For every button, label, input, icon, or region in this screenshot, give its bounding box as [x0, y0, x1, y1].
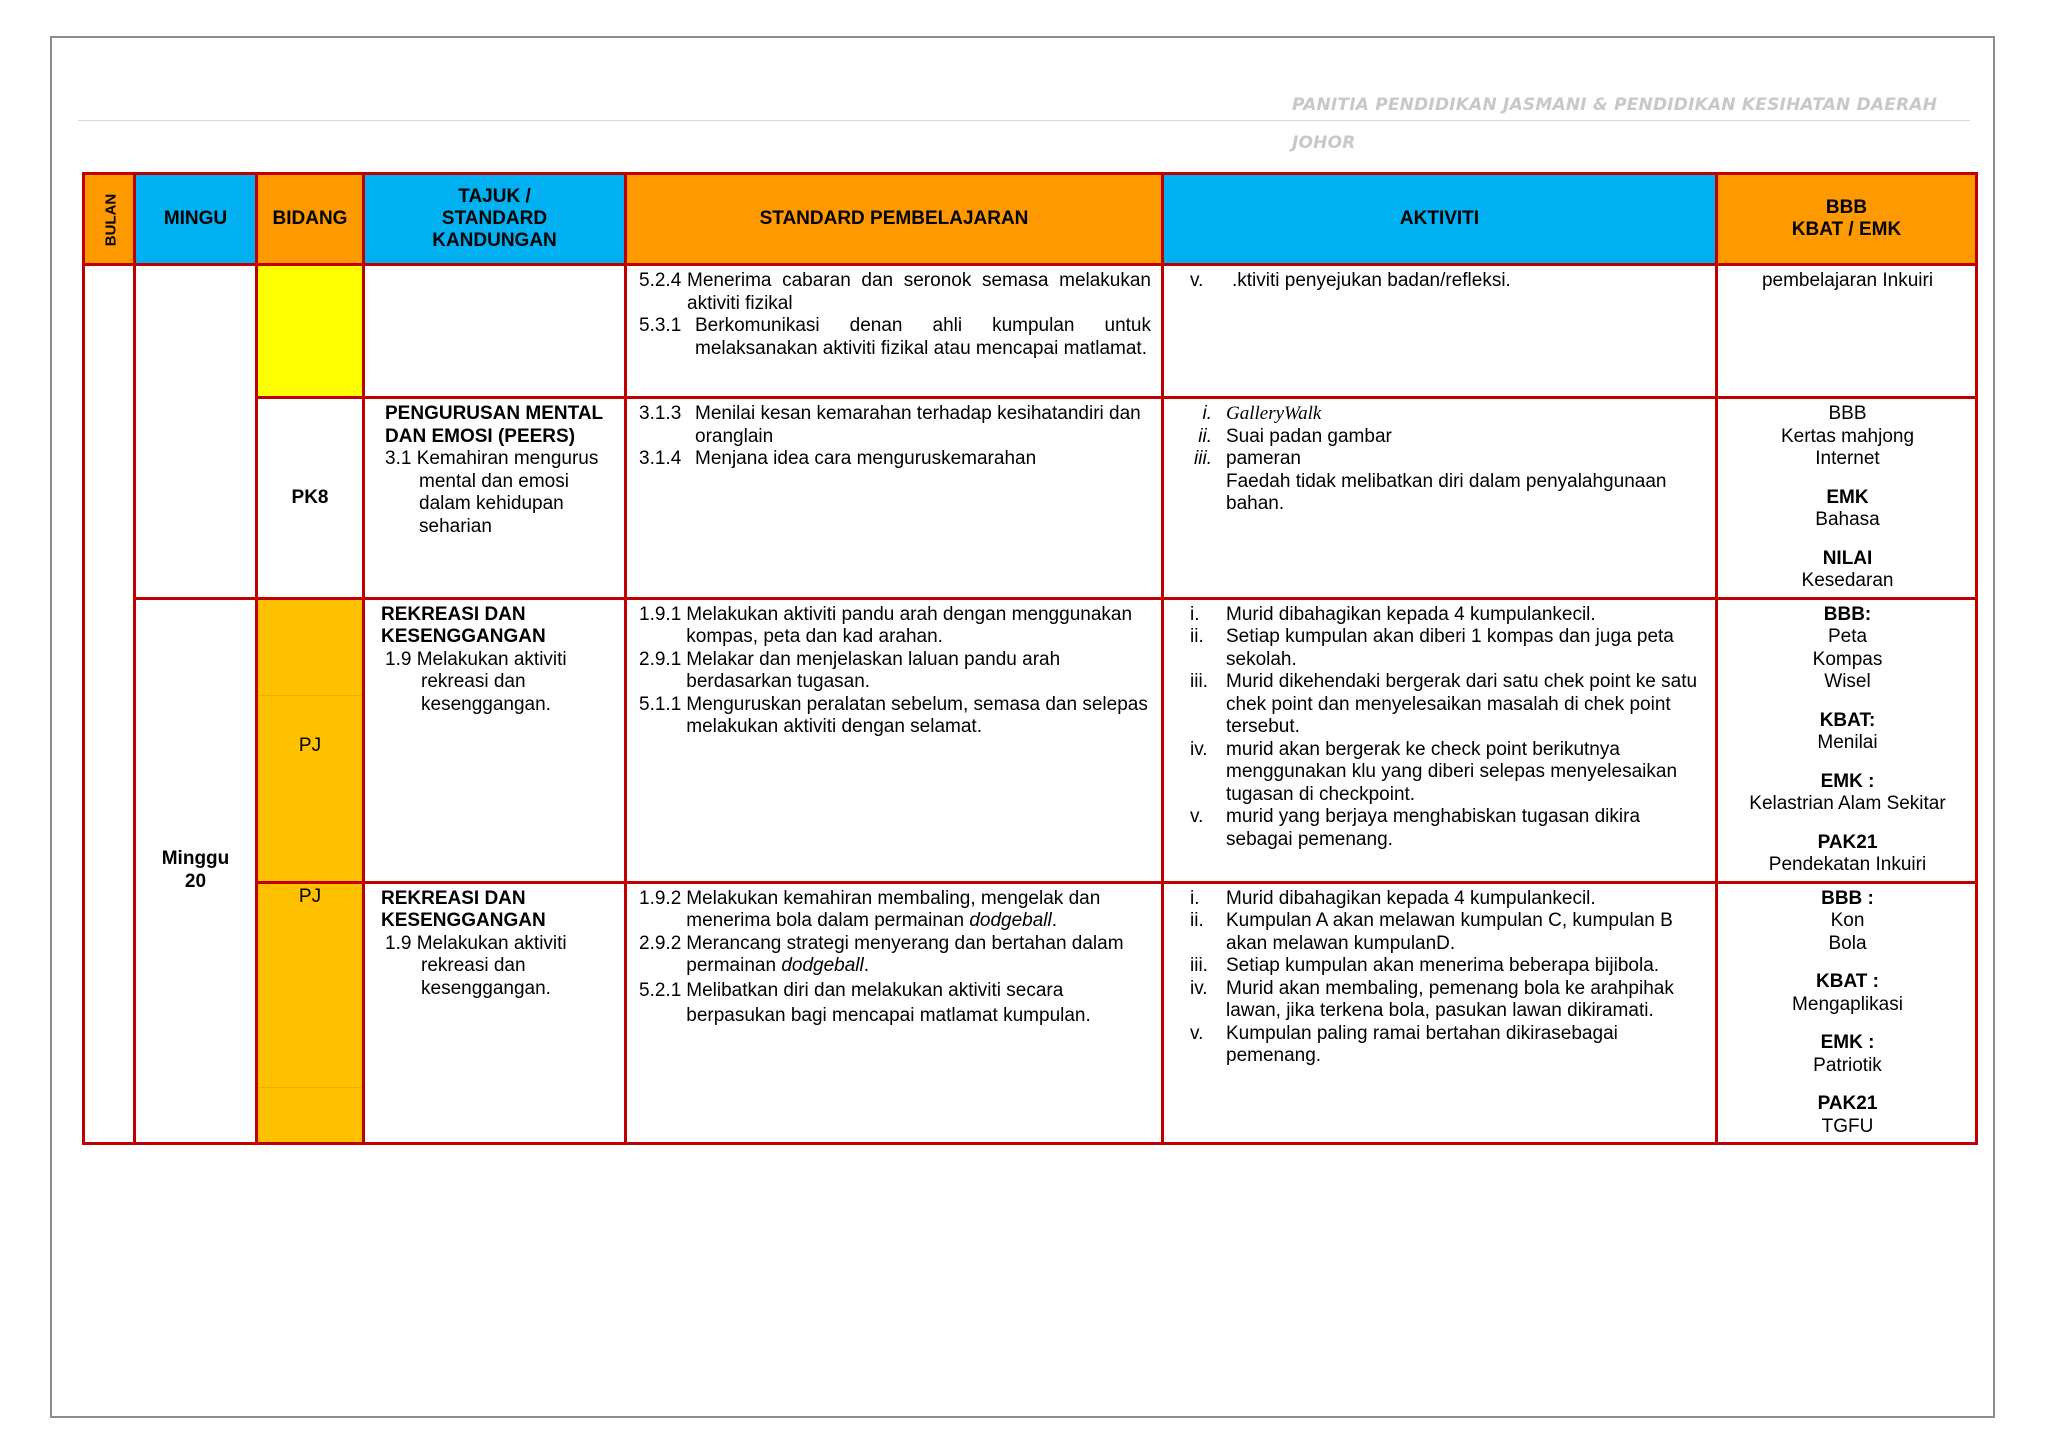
pak21-heading: PAK21	[1817, 1093, 1878, 1114]
tajuk-sub: 1.9 Melakukan aktiviti rekreasi dan kesenggangan.	[385, 648, 567, 715]
bidang-cell-yellow	[257, 265, 364, 398]
emk-value: Kelastrian Alam Sekitar	[1749, 793, 1946, 814]
aktiviti-item: i. Murid dibahagikan kepada 4 kumpulankecil.	[1190, 887, 1596, 909]
tajuk-title: REKREASI DAN KESENGGANGAN	[381, 603, 546, 647]
emk-heading: EMK :	[1820, 1032, 1875, 1053]
bbb-label-2: KBAT / EMK	[1791, 219, 1902, 240]
aktiviti-item: ii. Setiap kumpulan akan diberi 1 kompas dan juga peta sekolah.	[1190, 626, 1674, 670]
pak21-value: Pendekatan Inkuiri	[1768, 854, 1927, 875]
kbat-heading: KBAT :	[1816, 971, 1879, 992]
table-row	[84, 265, 1977, 398]
bbb-heading: BBB :	[1821, 887, 1874, 909]
table-row	[84, 882, 1977, 1144]
pak21-value: TGFU	[1821, 1115, 1874, 1137]
aktiviti-item: iii. Murid dikehendaki bergerak dari satu chek point ke satu chek point dan menyelesaikan masalah di chek point tersebut.	[1190, 671, 1698, 737]
table-header-row	[84, 174, 1977, 265]
bulan-label: BULAN	[102, 193, 120, 246]
aktiviti-item: v. Kumpulan paling ramai bertahan dikirasebagai pemenang.	[1190, 1022, 1618, 1066]
emk-heading: EMK	[1826, 486, 1869, 508]
standard-cell	[626, 398, 1163, 599]
aktiviti-item: ii. Suai padan gambar	[1198, 425, 1392, 447]
aktiviti-item: v. murid yang berjaya menghabiskan tugasan dikira sebagai pemenang.	[1190, 806, 1641, 850]
bbb-value: Internet	[1815, 448, 1880, 469]
lesson-plan-table	[82, 172, 1978, 1145]
aktiviti-item: iv. murid akan bergerak ke check point berikutnya menggunakan klu yang diberi selepas menyelesaikan tugasan di checkpoint.	[1190, 738, 1678, 805]
tajuk-cell	[364, 882, 626, 1144]
emk-value: Bahasa	[1815, 509, 1880, 530]
table-row	[84, 598, 1977, 882]
standard-item: 5.2.1 Melibatkan diri dan melakukan aktiviti secara berpasukan bagi mencapai matlamat kumpulan.	[639, 979, 1091, 1026]
standard-item: 1.9.2 Melakukan kemahiran membaling, mengelak dan menerima bola dalam permainan dodgeball.	[639, 887, 1101, 931]
tajuk-cell-empty	[364, 265, 626, 398]
bbb-value: Wisel	[1824, 671, 1871, 692]
col-header-bulan	[84, 174, 135, 265]
bidang-cell-pj	[257, 882, 364, 1144]
aktiviti-item: i. Murid dibahagikan kepada 4 kumpulankecil.	[1190, 603, 1596, 625]
nilai-value: Kesedaran	[1801, 570, 1894, 591]
kbat-value: Mengaplikasi	[1792, 993, 1903, 1015]
bulan-cell	[84, 265, 135, 1144]
emk-heading: EMK :	[1820, 770, 1875, 792]
aktiviti-item: iii. Setiap kumpulan akan menerima beberapa bijibola.	[1190, 955, 1660, 976]
col-header-mingu: MINGU	[135, 174, 257, 265]
tajuk-cell	[364, 598, 626, 882]
tajuk-title: REKREASI DAN KESENGGANGAN	[381, 887, 546, 931]
kbat-heading: KBAT:	[1819, 709, 1876, 731]
tajuk-sub: 1.9 Melakukan aktiviti rekreasi dan kesenggangan.	[385, 932, 567, 999]
mingu-cell-empty	[135, 265, 257, 599]
emk-value: Patriotik	[1813, 1054, 1882, 1076]
standard-cell	[626, 598, 1163, 882]
col-header-bbb	[1717, 174, 1977, 265]
col-header-aktiviti: AKTIVITI	[1163, 174, 1717, 265]
bbb-heading: BBB:	[1823, 603, 1872, 625]
bidang-cell-pj	[257, 598, 364, 882]
header-line-1: PANITIA PENDIDIKAN JASMANI & PENDIDIKAN KESIHATAN DAERAH JOHOR	[1292, 95, 1938, 153]
bbb-label-1: BBB	[1825, 197, 1868, 218]
bbb-value: Kon	[1830, 910, 1865, 931]
standard-item: 3.1.3 Menilai kesan kemarahan terhadap kesihatandiri dan oranglain	[639, 403, 1141, 447]
bbb-cell	[1717, 398, 1977, 599]
bbb-value: Kompas	[1812, 648, 1883, 670]
tajuk-label: TAJUK / STANDARD KANDUNGAN	[432, 186, 557, 251]
bbb-value: Kertas mahjong	[1780, 425, 1915, 447]
mingu-cell	[135, 598, 257, 1144]
standard-cell	[626, 265, 1163, 398]
pak21-heading: PAK21	[1817, 831, 1878, 853]
aktiviti-item: i. GalleryWalk	[1202, 403, 1322, 424]
tajuk-cell	[364, 398, 626, 599]
bidang-label: PJ	[298, 734, 322, 756]
bbb-cell	[1717, 598, 1977, 882]
minggu-label: Minggu 20	[161, 848, 230, 892]
aktiviti-item: iv. Murid akan membaling, pemenang bola ke arahpihak lawan, jika terkena bola, pasukan lawan dikiramati.	[1190, 977, 1674, 1021]
aktiviti-item: Faedah tidak melibatkan diri dalam penyalahgunaan bahan.	[1226, 470, 1667, 514]
col-header-standard: STANDARD PEMBELAJARAN	[626, 174, 1163, 265]
standard-cell	[626, 882, 1163, 1144]
aktiviti-cell	[1163, 398, 1717, 599]
standard-item: 1.9.1 Melakukan aktiviti pandu arah dengan menggunakan kompas, peta dan kad arahan.	[639, 603, 1133, 647]
kbat-value: Menilai	[1817, 732, 1878, 753]
col-header-bidang: BIDANG	[257, 174, 364, 265]
bidang-label: PJ	[298, 885, 322, 907]
standard-item: 5.1.1 Menguruskan peralatan sebelum, semasa dan selepas melakukan aktiviti dengan selamat.	[639, 693, 1148, 737]
aktiviti-item: iii. pameran	[1194, 448, 1301, 469]
bbb-value: Peta	[1827, 626, 1868, 647]
aktiviti-item: v. .ktiviti penyejukan badan/refleksi.	[1190, 270, 1511, 291]
tajuk-title: PENGURUSAN MENTAL DAN EMOSI (PEERS)	[385, 403, 603, 447]
standard-item: 2.9.2 Merancang strategi menyerang dan bertahan dalam permainan dodgeball.	[639, 932, 1124, 976]
bbb-cell: pembelajaran Inkuiri	[1717, 265, 1977, 398]
col-header-tajuk	[364, 174, 626, 265]
aktiviti-cell	[1163, 265, 1717, 398]
header-divider	[78, 120, 1970, 121]
bbb-cell	[1717, 882, 1977, 1144]
aktiviti-item: ii. Kumpulan A akan melawan kumpulan C, kumpulan B akan melawan kumpulanD.	[1190, 910, 1673, 954]
bbb-value: Bola	[1828, 932, 1867, 954]
table-row	[84, 398, 1977, 599]
nilai-heading: NILAI	[1822, 547, 1873, 569]
standard-item: 5.3.1 Berkomunikasi denan ahli kumpulan untuk melaksanakan aktiviti fizikal atau mencapai matlamat.	[639, 315, 1151, 359]
aktiviti-cell	[1163, 598, 1717, 882]
bbb-heading: BBB	[1828, 403, 1867, 424]
standard-item: 2.9.1 Melakar dan menjelaskan laluan pandu arah berdasarkan tugasan.	[639, 648, 1061, 692]
bidang-cell-pk8: PK8	[257, 398, 364, 599]
aktiviti-cell	[1163, 882, 1717, 1144]
tajuk-sub: 3.1 Kemahiran mengurus mental dan emosi dalam kehidupan seharian	[385, 448, 599, 537]
standard-item: 3.1.4 Menjana idea cara menguruskemarahan	[639, 448, 1037, 469]
standard-item: 5.2.4 Menerima cabaran dan seronok semasa melakukan aktiviti fizikal	[639, 270, 1151, 314]
